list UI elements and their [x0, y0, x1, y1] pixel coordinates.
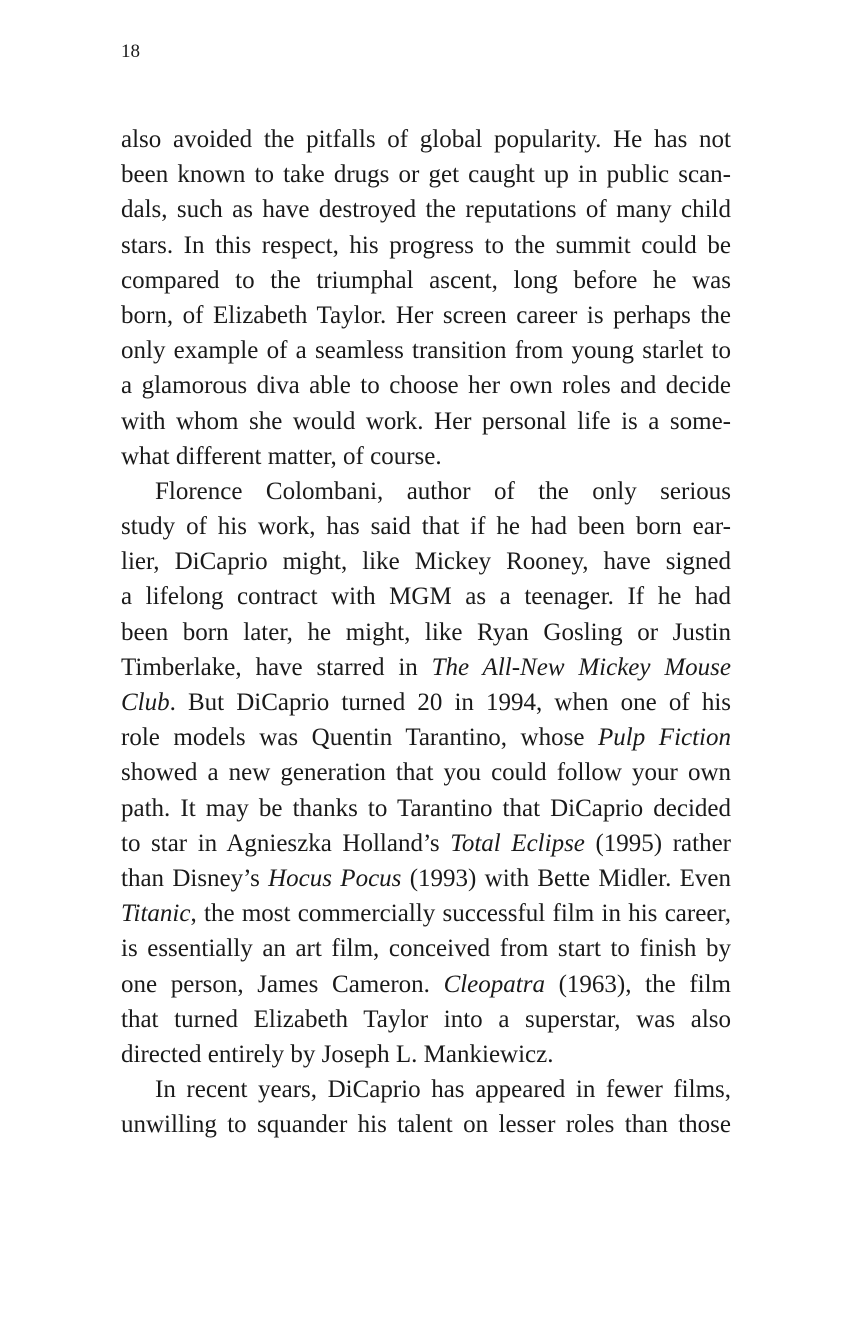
text-run: directed entirely by Joseph L. Mankiewicz. — [121, 1040, 554, 1068]
text-line — [121, 298, 731, 333]
paragraph — [121, 1072, 731, 1142]
text-line — [121, 1107, 731, 1142]
text-line — [121, 263, 731, 298]
text-line — [121, 509, 731, 544]
text-line — [121, 1037, 731, 1072]
text-run: with whom she would work. Her personal life is a some- — [121, 407, 731, 435]
text-run: a lifelong contract with MGM as a teenager. If he had — [121, 583, 731, 611]
text-line — [121, 685, 731, 720]
text-run: compared to the triumphal ascent, long before he was — [121, 266, 731, 294]
text-run: path. It may be thanks to Tarantino that DiCaprio decided — [121, 794, 731, 822]
text-run: dals, such as have destroyed the reputations of many child — [121, 196, 731, 224]
italic-title: Cleopatra — [443, 970, 545, 998]
text-line — [121, 931, 731, 966]
text-line — [121, 228, 731, 263]
text-line — [121, 333, 731, 368]
text-run: (1993) with Bette Midler. Even — [401, 864, 731, 892]
text-run: also avoided the pitfalls of global popularity. He has not — [121, 126, 731, 153]
text-line — [121, 826, 731, 861]
text-run: been born later, he might, like Ryan Gosling or Justin — [121, 618, 731, 646]
paragraph — [121, 474, 731, 1072]
text-line — [121, 368, 731, 403]
text-line — [121, 157, 731, 192]
text-run: Florence Colombani, author of the only serious — [155, 477, 731, 505]
text-line — [121, 1072, 731, 1107]
text-run: (1995) rather — [584, 829, 731, 857]
text-line — [121, 791, 731, 826]
text-line — [121, 1002, 731, 1037]
text-run: . But DiCaprio turned 20 in 1994, when one of his — [169, 689, 731, 716]
body-text — [121, 122, 731, 1142]
text-line — [121, 650, 731, 685]
text-run: In recent years, DiCaprio has appeared in fewer films, — [155, 1076, 731, 1104]
text-run: stars. In this respect, his progress to the summit could be — [121, 231, 731, 259]
text-line — [121, 967, 731, 1002]
text-run: a glamorous diva able to choose her own roles and decide — [121, 372, 731, 400]
page-number: 18 — [121, 41, 140, 62]
text-line — [121, 439, 731, 474]
text-run: born, of Elizabeth Taylor. Her screen career is perhaps the — [121, 301, 731, 329]
italic-title: Pulp Fiction — [598, 724, 732, 752]
text-run: showed a new generation that you could follow your own — [121, 759, 731, 787]
text-line — [121, 861, 731, 896]
text-run: one person, James Cameron. — [121, 970, 444, 998]
text-line — [121, 755, 731, 790]
text-line — [121, 720, 731, 755]
text-run: to star in Agnieszka Holland’s — [121, 829, 451, 857]
text-run: what different matter, of course. — [121, 442, 442, 470]
text-run: been known to take drugs or get caught up in public scan- — [121, 161, 731, 189]
text-line — [121, 474, 731, 509]
text-run: , the most commercially successful film in his career, — [190, 900, 731, 928]
italic-title: Titanic — [121, 900, 191, 928]
text-run: (1963), the film — [544, 970, 732, 998]
text-run: only example of a seamless transition from young starlet to — [121, 337, 731, 365]
italic-title: The All-New Mickey Mouse — [431, 653, 731, 681]
italic-title: Hocus Pocus — [268, 864, 402, 892]
text-line — [121, 404, 731, 439]
text-line — [121, 579, 731, 614]
text-run: Timberlake, have starred in — [121, 653, 432, 681]
text-line — [121, 615, 731, 650]
text-line — [121, 544, 731, 579]
text-run: study of his work, has said that if he had been born ear- — [121, 513, 731, 541]
text-line — [121, 192, 731, 227]
paragraph — [121, 122, 731, 474]
text-line — [121, 122, 731, 157]
text-run: that turned Elizabeth Taylor into a superstar, was also — [121, 1005, 731, 1033]
text-run: lier, DiCaprio might, like Mickey Rooney, have signed — [121, 548, 731, 576]
text-run: role models was Quentin Tarantino, whose — [121, 724, 599, 752]
text-line — [121, 896, 731, 931]
text-run: unwilling to squander his talent on lesser roles than those — [121, 1111, 731, 1139]
text-run: than Disney’s — [121, 864, 269, 892]
italic-title: Club — [121, 689, 170, 716]
text-run: is essentially an art film, conceived from start to finish by — [121, 935, 731, 963]
italic-title: Total Eclipse — [450, 829, 585, 857]
